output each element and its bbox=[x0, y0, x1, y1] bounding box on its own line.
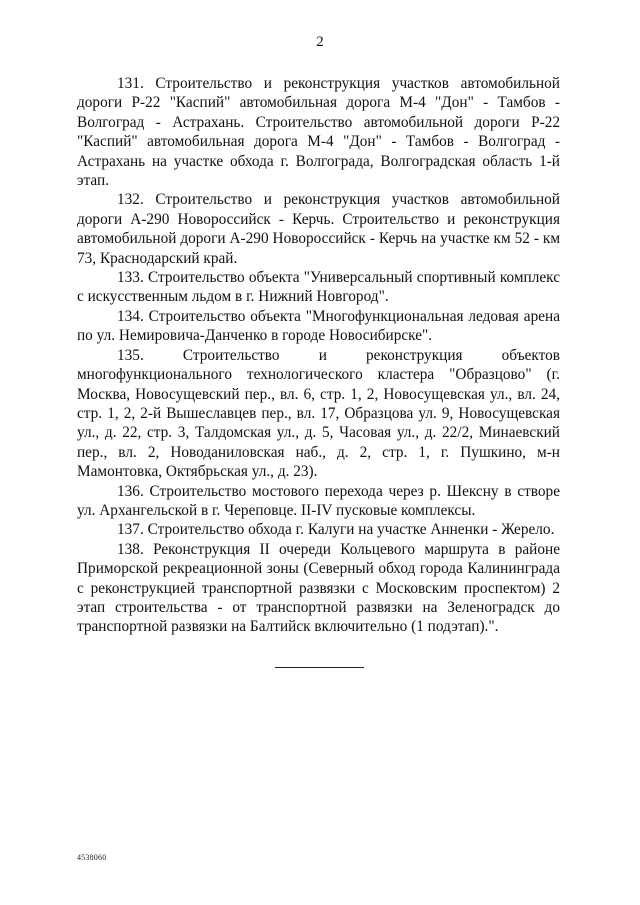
page-number: 2 bbox=[316, 34, 324, 50]
list-item-134: 134. Строительство объекта "Многофункциональная ледовая арена по ул. Немировича-Данченко в городе Новосибирске". bbox=[77, 307, 560, 345]
list-item-138: 138. Реконструкция II очереди Кольцевого маршрута в районе Приморской рекреационной зоны (Северный обход города Калининграда с реконструкцией транспортной развязки с Московским проспектом) 2 этап строительства - от транспортной развязки на Зеленоградск до транспортной развязки на Балтийск включительно (1 подэтап).". bbox=[77, 540, 560, 636]
document-body bbox=[77, 74, 560, 637]
list-item-131: 131. Строительство и реконструкция участков автомобильной дороги Р-22 "Каспий" автомобильная дорога М-4 "Дон" - Тамбов - Волгоград - Астрахань. Строительство автомобильной дороги Р-22 "Каспий" автомобильная дорога М-4 "Дон" - Тамбов - Волгоград - Астрахань на участке обхода г. Волгограда, Волгоградская область 1-й этап. bbox=[77, 75, 560, 190]
list-item-132: 132. Строительство и реконструкция участков автомобильной дороги А-290 Новороссийск - Керчь. Строительство и реконструкция автомобильной дороги А-290 Новороссийск - Керчь на участке км 52 - км 73, Краснодарский край. bbox=[77, 191, 560, 267]
list-item-133: 133. Строительство объекта "Универсальный спортивный комплекс с искусственным льдом в г. Нижний Новгород". bbox=[77, 269, 560, 306]
list-item-136: 136. Строительство мостового перехода через р. Шексну в створе ул. Архангельской в г. Череповце. II-IV пусковые комплексы. bbox=[77, 482, 560, 519]
document-code: 4538060 bbox=[77, 853, 107, 862]
list-item-137: 137. Строительство обхода г. Калуги на участке Анненки - Жерело. bbox=[117, 521, 555, 539]
end-divider-line bbox=[275, 667, 364, 668]
list-item-135: 135. Строительство и реконструкция объектов многофункционального технологического кластера "Образцово" (г. Москва, Новосущевский пер., вл. 6, стр. 1, 2, Новосущевская ул., вл. 24, стр. 1, 2, 2-й Вышеславцев пер., вл. 17, Образцова ул. 9, Новосущевская ул., д. 22, стр. 3, Талдомская ул., д. 5, Часовая ул., д. 22/2, Минаевский пер., вл. 2, Новоданиловская наб., д. 2, стр. 1, г. Пушкино, м-н Мамонтовка, Октябрьская ул., д. 23). bbox=[77, 346, 560, 481]
